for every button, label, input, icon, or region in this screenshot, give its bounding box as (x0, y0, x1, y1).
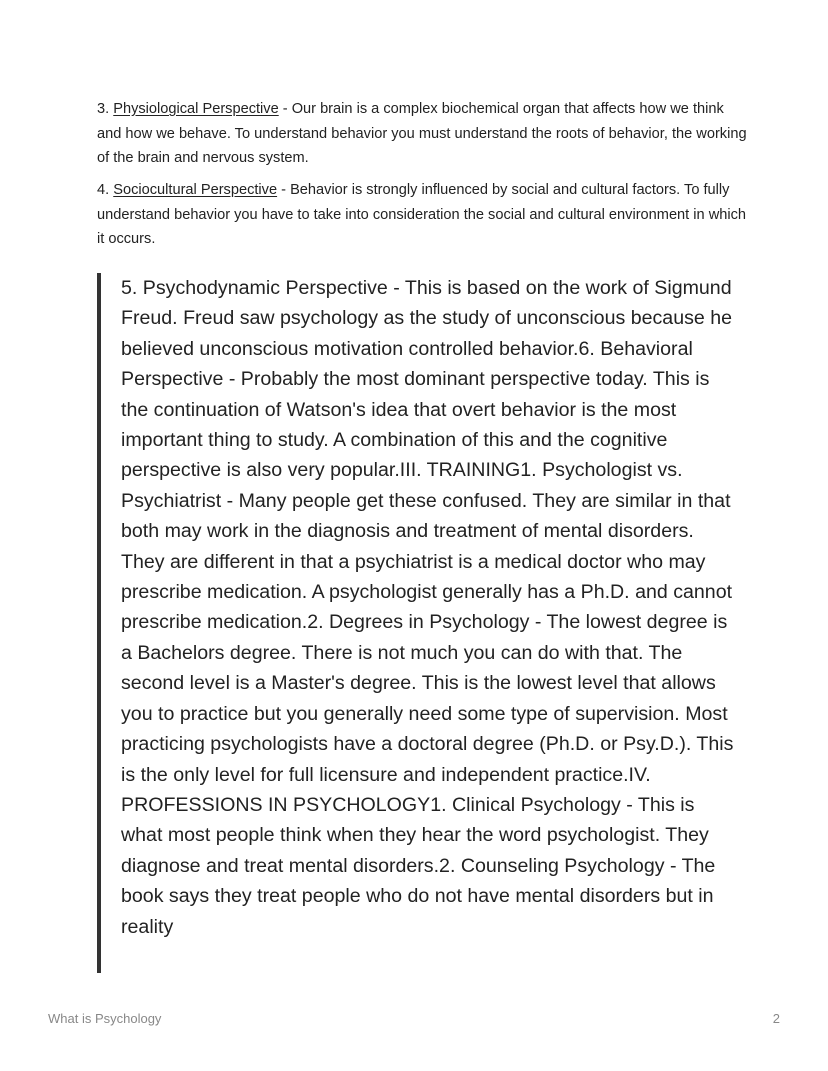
paragraph-body: - Behavior is strongly influenced by social and cultural factors. To fully understand behavior you have to take into consideration the social and cultural environment in which it occurs. (97, 182, 747, 247)
blockquote (97, 273, 737, 973)
term-link-sociocultural-perspective[interactable]: Sociocultural Perspective (113, 182, 278, 198)
paragraph-physiological-perspective (97, 97, 747, 171)
blockquote-text: 5. Psychodynamic Perspective - This is based on the work of Sigmund Freud. Freud saw psychology as the study of unconscious because he believed unconscious motivation controlled behavior.6. Behavioral Perspective - Probably the most dominant perspective today. This is the continuation of Watson's idea that overt behavior is the most important thing to study. A combination of this and the cognitive perspective is also very popular.III. TRAINING1. Psychologist vs. Psychiatrist - Many people get these confused. They are similar in that both may work in the diagnosis and treatment of mental disorders. They are different in that a psychiatrist is a medical doctor who may prescribe medication. A psychologist generally has a Ph.D. and cannot prescribe medication.2. Degrees in Psychology - The lowest degree is a Bachelors degree. There is not much you can do with that. The second level is a Master's degree. This is the lowest level that allows you to practice but you generally need some type of supervision. Most practicing psychologists have a doctoral degree (Ph.D. or Psy.D.). This is the only level for full licensure and independent practice.IV. PROFESSIONS IN PSYCHOLOGY1. Clinical Psychology - This is what most people think when they hear the word psychologist. They diagnose and treat mental disorders.2. Counseling Psychology - The book says they treat people who do not have mental disorders but in reality (121, 277, 734, 938)
paragraph-body: - Our brain is a complex biochemical organ that affects how we think and how we behave. To understand behavior you must understand the roots of behavior, the working of the brain and nervous system. (97, 101, 747, 166)
footer-page-number: 2 (772, 1011, 780, 1026)
footer-document-title: What is Psychology (48, 1011, 162, 1026)
paragraph-number: 3. (97, 101, 110, 117)
paragraph-number: 4. (97, 182, 110, 198)
paragraph-sociocultural-perspective (97, 178, 747, 252)
term-link-physiological-perspective[interactable]: Physiological Perspective (113, 101, 279, 117)
